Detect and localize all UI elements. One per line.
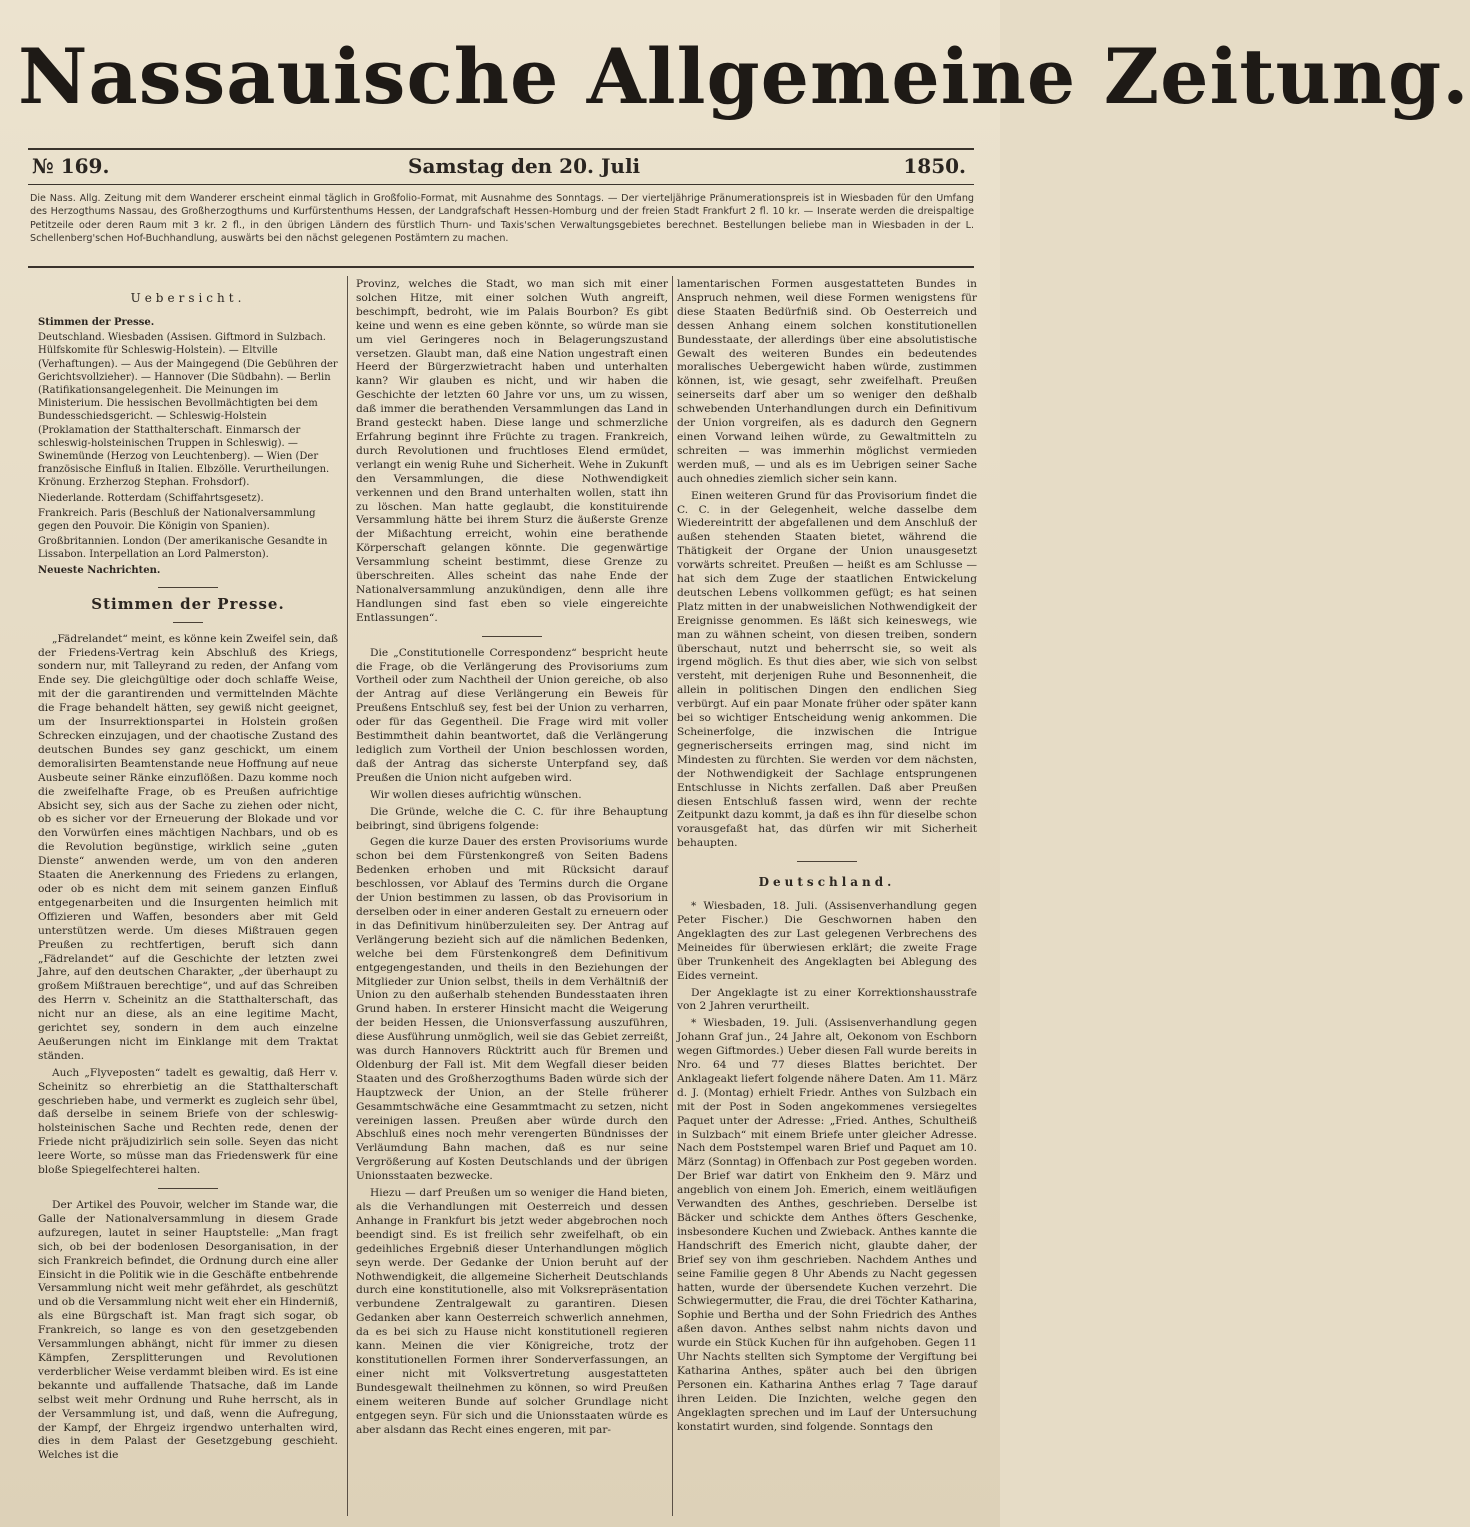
- section-heading: Stimmen der Presse.: [91, 594, 285, 613]
- issue-number: № 169.: [32, 154, 110, 178]
- column-1: [38, 278, 338, 1523]
- toc-item: Niederlande. Rotterdam (Schiffahrtsgesetz).: [38, 492, 264, 504]
- article-paragraph: Wir wollen dieses aufrichtig wünschen.: [370, 788, 582, 801]
- article-paragraph: Die Gründe, welche die C. C. für ihre Behauptung beibringt, sind übrigens folgende:: [356, 805, 668, 832]
- article-paragraph: Der Artikel des Pouvoir, welcher im Stande war, die Galle der Nationalversammlung in diesem Grade aufzuregen, lautet in seiner Hauptstelle: „Man fragt sich, ob bei der bodenlosen Desorganisation, in der sich Frankreich befindet, die Ordnung durch eine aller Einsicht in die Politik wie in die Geschäfte entbehrende Versammlung nicht weit mehr gefährdet, als geschützt und ob die Versammlung nicht weit eher ein Hinderniß, als eine Bürgschaft ist. Man fragt sich sogar, ob Frankreich, so lange es von den gesetzgebenden Versammlungen abhängt, nicht für immer zu diesen Kämpfen, Zersplitterungen und Revolutionen verderblicher Weise verdammt bleiben wird. Es ist eine bekannte und auffallende Thatsache, daß im Lande selbst weit mehr Ordnung und Ruhe herrscht, als in der Versammlung ist, und daß, wenn die Aufregung, der Kampf, der Ehrgeiz irgendwo unterhalten wird, dies in dem Palast der Gesetzgebung geschieht. Welches ist die: [38, 1199, 338, 1462]
- article-paragraph: * Wiesbaden, 19. Juli. (Assisenverhandlung gegen Johann Graf jun., 24 Jahre alt, Oekonom von Eschborn wegen Giftmordes.) Ueber diesen Fall wurde bereits in Nro. 64 und 77 dieses Blattes berichtet. Der Anklageakt liefert folgende nähere Daten. Am 11. März d. J. (Montag) erhielt Friedr. Anthes von Sulzbach ein mit der Post in Soden angekommenes versiegeltes Paquet unter der Adresse: „Fried. Anthes, Schultheiß in Sulzbach“ mit einem Briefe unter gleicher Adresse. Nach dem Poststempel waren Brief und Paquet am 10. März (Sonntag) in Offenbach zur Post gegeben worden. Der Brief war datirt von Enkheim den 9. März und angeblich von einem Joh. Emerich, einem weitläufigen Verwandten des Anthes, geschrieben. Derselbe ist Bäcker und schickte dem Anthes öfters Geschenke, insbesondere Kuchen und Zwieback. Anthes kannte die Handschrift des Emerich nicht, glaubte daher, der Brief sey von ihm geschrieben. Nachdem Anthes und seine Familie gegen 8 Uhr Abends zu Nacht gegessen hatten, wurde der übersendete Kuchen verzehrt. Die Schwiegermutter, die Frau, die drei Töchter Katharina, Sophie und Bertha und der Sohn Friedrich des Anthes aßen davon. Anthes selbst nahm nichts davon und wurde ein Stück Kuchen für ihn aufgehoben. Gegen 11 Uhr Nachts stellten sich Symptome der Vergiftung bei Katharina Anthes, später auch bei den übrigen Personen ein. Katharina Anthes erlag 7 Tage darauf ihren Leiden. Die Inzichten, welche gegen den Angeklagten sprechen und im Lauf der Untersuchung konstatirt wurden, sind folgende. Sonntags den: [677, 1017, 977, 1433]
- toc-item: Großbritannien. London (Der amerikanische Gesandte in Lissabon. Interpellation an Lord Palmerston).: [38, 536, 328, 561]
- dateline-rule: [28, 184, 974, 185]
- separator: [158, 1188, 218, 1189]
- article-paragraph: „Fädrelandet“ meint, es könne kein Zweifel sein, daß der Friedens-Vertrag kein Abschluß des Kriegs, sondern nur, mit Talleyrand zu reden, der Anfang vom Ende sey. Die gleichgültige oder doch schlaffe Weise, mit der die garantirenden und vermittelnden Mächte die Frage behandelt hätten, sey gewiß nicht geeignet, um der Insurrektionspartei in Holstein großen Schrecken einzujagen, und der chaotische Zustand des deutschen Bundes sey ganz geschickt, um einem demoralisirten Beamtenstande neue Hoffnung auf neue Ausbeute seiner Ränke einzuflößen. Dazu komme noch die zweifelhafte Frage, ob es Preußen aufrichtige Absicht sey, sich aus der Sache zu ziehen oder nicht, ob es sicher vor der Erneuerung der Blokade und vor den Vorwürfen eines mächtigen Nachbars, und ob es die Revolution begünstige, wirklich seine „guten Dienste“ anwenden werde, um von den anderen Staaten die Anerkennung des Friedens zu erlangen, oder ob es nicht dem mit seinem ganzen Einfluß entgegenarbeiten und die Insurgenten heimlich mit Offizieren und Waffen, besonders aber mit Geld unterstützen werde. Um dieses Mißtrauen gegen Preußen zu rechtfertigen, beruft sich dann „Fädrelandet“ auf die Geschichte der letzten zwei Jahre, auf den deutschen Charakter, „der überhaupt zu großem Mißtrauen berechtige“, und auf das Schreiben des Herrn v. Scheinitz an die Statthalterschaft, das nicht nur an diese, als an eine legitime Macht, gerichtet sey, sondern in dem auch einzelne Aeußerungen nicht im Einklange mit dem Traktat ständen.: [38, 632, 338, 1062]
- section-heading: Deutschland.: [758, 875, 896, 890]
- top-rule: [28, 148, 974, 150]
- subscription-notice: Die Nass. Allg. Zeitung mit dem Wanderer erscheint einmal täglich in Großfolio-Format, mit Ausnahme des Sonntags. — Der vierteljährige Pränumerationspreis ist in Wiesbaden für den Umfang des Herzogthums Nassau, des Großherzogthums und Kurfürstenthums Hessen, der Landgrafschaft Hessen-Homburg und der freien Stadt Frankfurt 2 fl. 10 kr. — Inserate werden die dreispaltige Petitzeile oder deren Raum mit 3 kr. 2 fl., in den übrigen Ländern des fürstlich Thurn- und Taxis'schen Verwaltungsgebietes berechnet. Bestellungen beliebe man in Wiesbaden in der L. Schellenberg'schen Hof-Buchhandlung, auswärts bei den nächst gelegenen Postämtern zu machen.: [30, 193, 974, 245]
- article-paragraph: Auch „Flyveposten“ tadelt es gewaltig, daß Herr v. Scheinitz so ehrerbietig an die Statthalterschaft geschrieben habe, und vermerkt es zugleich sehr übel, daß derselbe in seinem Briefe von der schleswig-holsteinischen Sache und Rechten rede, denen der Friede nicht präjudizirlich sein solle. Seyen das nicht leere Worte, so müsse man das Friedenswerk für eine bloße Spiegelfechterei halten.: [38, 1066, 338, 1177]
- toc-item: Stimmen der Presse.: [38, 316, 155, 328]
- separator: [158, 587, 218, 588]
- article-paragraph: Der Angeklagte ist zu einer Korrektionshausstrafe von 2 Jahren verurtheilt.: [677, 986, 977, 1013]
- article-paragraph: Einen weiteren Grund für das Provisorium findet die C. C. in der Gelegenheit, welche dasselbe dem Wiedereintritt der abgefallenen und dem Anschluß der außen stehenden Staaten bietet, während die Thätigkeit der Organe der Union unausgesetzt vorwärts schreitet. Preußen — heißt es am Schlusse — hat sich dem Zuge der staatlichen Entwickelung deutschen Lebens vollkommen gefügt; es hat seinen Platz mitten in der unabweislichen Nothwendigkeit der Ereignisse genommen. Es läßt sich keineswegs, wie man zu wähnen scheint, von diesen treiben, sondern überschaut, nutzt und beherrscht sie, so weit als irgend möglich. Es thut dies aber, wie sich von selbst versteht, mit derjenigen Ruhe und Besonnenheit, die allein in politischen Dingen den endlichen Sieg verbürgt. Auf ein paar Monate früher oder später kann bei so wichtiger Entscheidung wenig ankommen. Die Scheinerfolge, die inzwischen die Intrigue gegnerischerseits erringen mag, sind nicht im Mindesten zu fürchten. Sie werden vor dem nächsten, der Nothwendigkeit der Sachlage entsprungenen Entschlusse in Nichts zerfallen. Daß aber Preußen diesen Entschluß fassen wird, wenn der rechte Zeitpunkt dazu kommt, ja daß es ihn für dieselbe schon vorausgefaßt hat, das dürfen wir mit Sicherheit behaupten.: [677, 489, 977, 850]
- column-divider-1: [347, 276, 348, 1516]
- article-paragraph: Provinz, welches die Stadt, wo man sich mit einer solchen Hitze, mit einer solchen Wuth angreift, beschimpft, bedroht, wie im Palais Bourbon? Es gibt keine und wenn es eine geben könnte, so würde man sie um viel Geringeres noch in Belagerungszustand versetzen. Glaubt man, daß eine Nation ungestraft einen Heerd der Bürgerzwietracht haben und unterhalten kann? Wir glauben es nicht, und wir haben die Geschichte der letzten 60 Jahre vor uns, um zu wissen, daß immer die berathenden Versammlungen das Land in Brand gesteckt haben. Diese lange und schmerzliche Erfahrung beginnt ihre Früchte zu tragen. Frankreich, durch Revolutionen und fruchtloses Elend ermüdet, verlangt ein wenig Ruhe und Sicherheit. Wehe in Zukunft den Versammlungen, die diese Nothwendigkeit verkennen und den Brand unterhalten wollen, statt ihn zu löschen. Man hatte geglaubt, die konstituirende Versammlung hätte bei ihrem Sturz die äußerste Grenze der Mißachtung erreicht, wohin eine berathende Körperschaft gelangen könnte. Die gegenwärtige Versammlung scheint bestimmt, diese Grenze zu überschreiten. Alles scheint das nahe Ende der Nationalversammlung anzukündigen, denn alle ihre Handlungen sind fast eben so viele eingereichte Entlassungen“.: [356, 278, 668, 624]
- toc-heading: Uebersicht.: [130, 291, 246, 305]
- dateline: [28, 154, 974, 182]
- separator: [173, 622, 203, 623]
- toc-item: Neueste Nachrichten.: [38, 564, 161, 576]
- masthead-title: Nassauische Allgemeine Zeitung.: [18, 32, 1470, 121]
- issue-date: Samstag den 20. Juli: [408, 154, 641, 178]
- table-of-contents: [38, 316, 338, 577]
- column-2: [356, 278, 668, 1523]
- column-divider-2: [672, 276, 673, 1516]
- toc-item: Frankreich. Paris (Beschluß der Nationalversammlung gegen den Pouvoir. Die Königin von Spanien).: [38, 507, 316, 532]
- article-paragraph: Die „Constitutionelle Correspondenz“ bespricht heute die Frage, ob die Verlängerung des Provisoriums zum Vortheil oder zum Nachtheil der Union gereiche, ob also der Antrag auf diese Verlängerung ein Beweis für Preußens Entschluß sey, fest bei der Union zu verharren, oder für das Gegentheil. Die Frage wird mit voller Bestimmtheit dahin beantwortet, daß die Verlängerung lediglich zum Vortheil der Union beschlossen worden, daß der Antrag das sicherste Unterpfand sey, daß Preußen die Union nicht aufgeben wird.: [356, 646, 668, 784]
- column-3: [677, 278, 977, 1523]
- notice-rule: [28, 266, 974, 268]
- article-paragraph: Hiezu — darf Preußen um so weniger die Hand bieten, als die Verhandlungen mit Oesterreich und dessen Anhange in Frankfurt bis jetzt weder abgebrochen noch beendigt sind. Es ist freilich sehr zweifelhaft, ob ein gedeihliches Ergebniß dieser Unterhandlungen möglich seyn werde. Der Gedanke der Union beruht auf der Nothwendigkeit, die allgemeine Sicherheit Deutschlands durch eine konstitutionelle, also mit Volksrepräsentation verbundene Zentralgewalt zu garantiren. Diesen Gedanken aber kann Oesterreich schwerlich annehmen, da es bei sich zu Hause nicht konstitutionell regieren kann. Meinen die vier Königreiche, trotz der konstitutionellen Formen ihrer Sonderverfassungen, an einer nicht mit Volksvertretung ausgestatteten Bundesgewalt theilnehmen zu können, so wird Preußen einem weiteren Bunde auf solcher Grundlage nicht entgegen seyn. Für sich und die Unionsstaaten würde es aber alsdann das Recht eines engeren, mit par-: [356, 1187, 668, 1436]
- article-paragraph: Gegen die kurze Dauer des ersten Provisoriums wurde schon bei dem Fürstenkongreß von Seiten Badens Bedenken erhoben und mit Rücksicht darauf beschlossen, vor Ablauf des Termins durch die Organe der Union bestimmen zu lassen, ob das Provisorium in derselben oder in einer anderen Gestalt zu erneuern oder in das Definitivum hinüberzuleiten sey. Der Antrag auf Verlängerung bezieht sich auf die nämlichen Bedenken, welche bei dem Fürstenkongreß dem Definitivum entgegengestanden, und theils in den Beziehungen der Mitglieder zur Union selbst, theils in dem Verhältniß der Union zu den außerhalb stehenden Bundesstaaten ihren Grund haben. In ersterer Hinsicht macht die Weigerung der beiden Hessen, die Unionsverfassung auszuführen, diese Ausführung unmöglich, weil sie das Gebiet zerreißt, was durch Hannovers Rücktritt auch für Bremen und Oldenburg der Fall ist. Mit dem Wegfall dieser beiden Staaten und des Großherzogthums Baden würde sich der Hauptzweck der Union, an der Stelle früherer Gesammtschwäche eine Gesammtmacht zu setzen, nicht vereinigen lassen. Preußen aber würde durch den Abschluß eines noch mehr verengerten Bündnisses der Verläumdung Bahn machen, daß es nur seine Vergrößerung auf Kosten Deutschlands und der übrigen Unionsstaaten bezwecke.: [356, 836, 668, 1183]
- article-paragraph: lamentarischen Formen ausgestatteten Bundes in Anspruch nehmen, weil diese Formen wenigstens für diese Staaten Bedürfniß sind. Ob Oesterreich und dessen Anhang einem solchen konstitutionellen Bundesstaate, der allerdings über eine absolutistische Gewalt des weiteren Bundes ein bedeutendes moralisches Uebergewicht haben würde, zustimmen können, ist, wie gesagt, sehr zweifelhaft. Preußen seinerseits darf aber um so weniger den deßhalb schwebenden Unterhandlungen durch ein Definitivum der Union vorgreifen, als es dadurch den Gegnern einen Vorwand leihen würde, zu Gewaltmitteln zu schreiten — was immerhin möglichst vermieden werden muß, — und als es im Uebrigen seiner Sache auch ohnedies ziemlich sicher sein kann.: [677, 278, 977, 485]
- article-paragraph: * Wiesbaden, 18. Juli. (Assisenverhandlung gegen Peter Fischer.) Die Geschwornen haben den Angeklagten des zur Last gelegenen Verbrechens des Meineides für überwiesen erklärt; die zweite Frage über Trunkenheit des Angeklagten bei Ablegung des Eides verneint.: [677, 900, 977, 982]
- toc-item: Deutschland. Wiesbaden (Assisen. Giftmord in Sulzbach. Hülfskomite für Schleswig-Holstein). — Eltville (Verhaftungen). — Aus der Maingegend (Die Gebühren der Gerichtsvollzieher). — Hannover (Die Südbahn). — Berlin (Ratifikationsangelegenheit. Die Meinungen im Ministerium. Die hessischen Bevollmächtigten bei dem Bundesschiedsgericht. — Schleswig-Holstein (Proklamation der Statthalterschaft. Einmarsch der schleswig-holsteinischen Truppen in Schleswig). — Swinemünde (Herzog von Leuchtenberg). — Wien (Der französische Einfluß in Italien. Elbzölle. Verurtheilungen. Krönung. Erzherzog Stephan. Frohsdorf).: [38, 332, 338, 489]
- issue-year: 1850.: [903, 154, 966, 178]
- separator: [482, 636, 542, 637]
- separator: [797, 861, 857, 862]
